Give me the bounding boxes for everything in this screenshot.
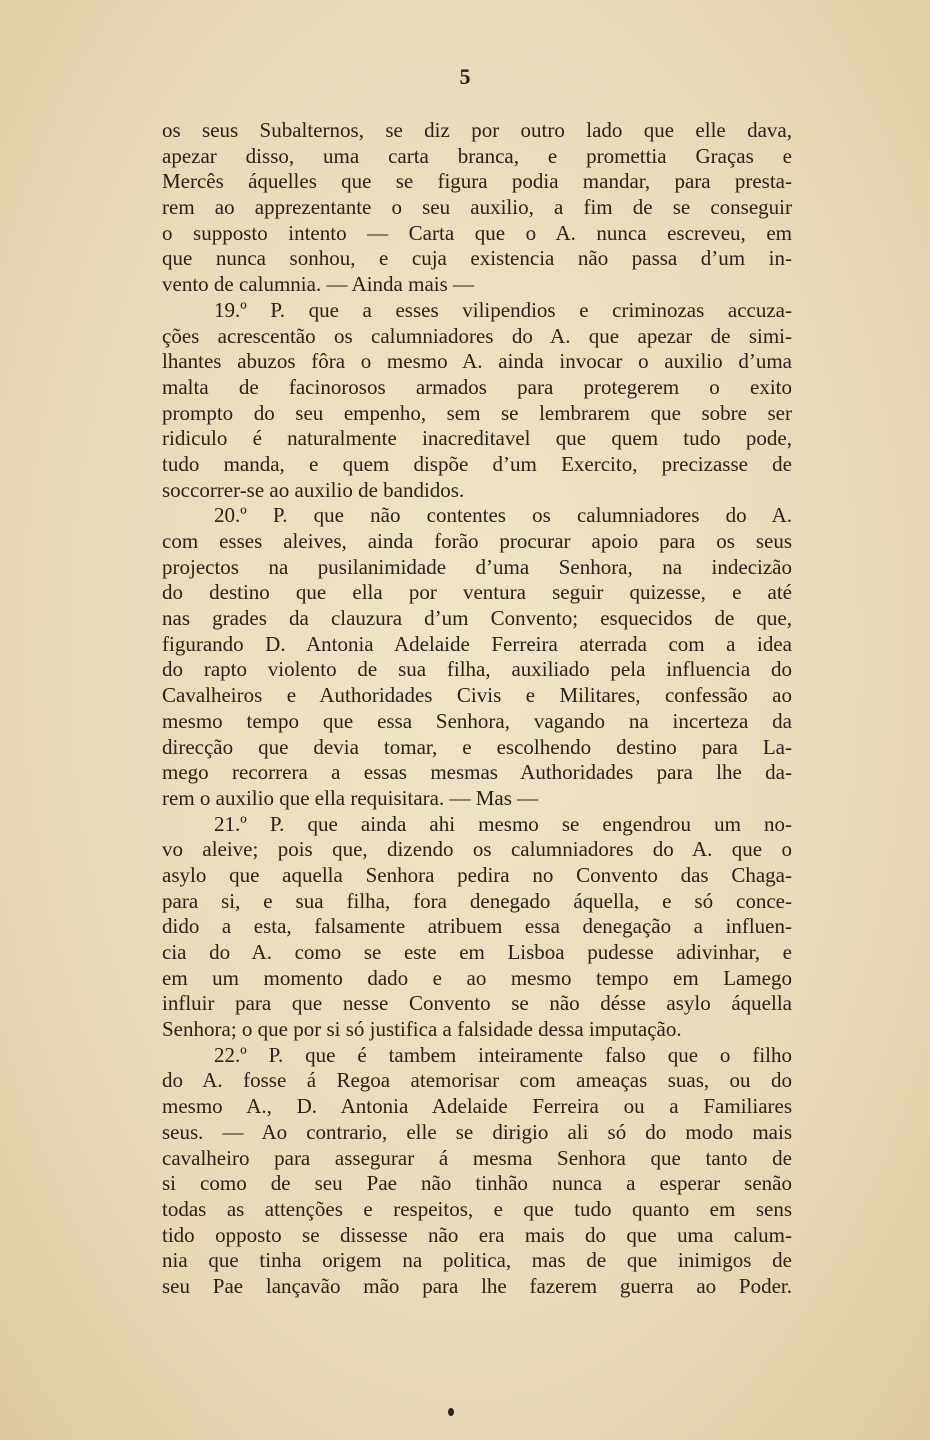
text-line: tudo manda, e quem dispõe d’um Exercito, precizasse de — [162, 451, 792, 476]
text-line: tido opposto se dissesse não era mais do que uma calum- — [162, 1222, 792, 1247]
text-line: do A. fosse á Regoa atemorisar com ameaças suas, ou do — [162, 1068, 792, 1093]
text-line: cavalheiro para assegurar á mesma Senhora que tanto de — [162, 1145, 792, 1170]
text-line: prompto do seu empenho, sem se lembrarem que sobre ser — [162, 400, 792, 425]
text-line: o supposto intento — Carta que o A. nunca escreveu, em — [162, 220, 792, 245]
text-line: si como de seu Pae não tinhão nunca a esperar senão — [162, 1171, 792, 1196]
text-line: do destino que ella por ventura seguir quizesse, e até — [162, 580, 792, 605]
text-line: nas grades da clauzura d’um Convento; esquecidos de que, — [162, 606, 792, 631]
text-line: mesmo A., D. Antonia Adelaide Ferreira ou a Familiares — [162, 1094, 792, 1119]
text-line: dido a esta, falsamente atribuem essa denegação a influen- — [162, 914, 792, 939]
page-number: 5 — [459, 64, 471, 89]
text-line: 19.º P. que a esses vilipendios e criminozas accuza- — [214, 297, 792, 322]
text-line: Cavalheiros e Authoridades Civis e Militares, confessão ao — [162, 683, 792, 708]
text-line: que nunca sonhou, e cuja existencia não passa d’um in- — [162, 246, 792, 271]
text-line: para si, e sua filha, fora denegado áquella, e só conce- — [162, 888, 792, 913]
text-line: Mercês áquelles que se figura podia mandar, para presta- — [162, 169, 792, 194]
text-line: do rapto violento de sua filha, auxiliado pela influencia do — [162, 657, 792, 682]
text-line: apezar disso, uma carta branca, e promettia Graças e — [162, 143, 792, 168]
text-line: 20.º P. que não contentes os calumniadores do A. — [214, 503, 792, 528]
body-text — [162, 118, 792, 1300]
text-line: cia do A. como se este em Lisboa pudesse adivinhar, e — [162, 940, 792, 964]
text-line: ridiculo é naturalmente inacreditavel que quem tudo pode, — [162, 426, 792, 451]
text-line: Senhora; o que por si só justifica a falsidade dessa imputação. — [162, 1017, 682, 1042]
text-line: influir para que nesse Convento se não désse asylo áquella — [162, 991, 792, 1016]
text-line: soccorrer-se ao auxilio de bandidos. — [162, 477, 465, 502]
text-line: os seus Subalternos, se diz por outro lado que elle dava, — [162, 118, 792, 142]
text-line: rem o auxilio que ella requisitara. — Mas — — [162, 785, 539, 810]
text-line: 21.º P. que ainda ahi mesmo se engendrou um no- — [214, 811, 792, 836]
text-line: rem ao apprezentante o seu auxilio, a fim de se conseguir — [162, 195, 792, 220]
text-line: direcção que devia tomar, e escolhendo destino para La- — [162, 734, 792, 759]
ink-dot — [448, 1408, 454, 1416]
text-line: malta de facinorosos armados para protegerem o exito — [162, 374, 792, 399]
text-line: mego recorrera a essas mesmas Authoridades para lhe da- — [162, 760, 792, 785]
text-line: mesmo tempo que essa Senhora, vagando na incerteza da — [162, 708, 792, 733]
text-line: seus. — Ao contrario, elle se dirigio ali só do modo mais — [162, 1119, 792, 1144]
text-line: vo aleive; pois que, dizendo os calumniadores do A. que o — [162, 837, 792, 862]
text-line: todas as attenções e respeitos, e que tudo quanto em sens — [162, 1196, 792, 1221]
text-line: em um momento dado e ao mesmo tempo em Lamego — [162, 965, 792, 990]
text-line: com esses aleives, ainda forão procurar apoio para os seus — [162, 529, 792, 553]
text-line: projectos na pusilanimidade d’uma Senhora, na indecizão — [162, 554, 792, 579]
text-line: ções acrescentão os calumniadores do A. que apezar de simi- — [162, 323, 792, 348]
text-line: asylo que aquella Senhora pedira no Convento das Chaga- — [162, 862, 792, 887]
text-line: 22.º P. que é tambem inteiramente falso que o filho — [214, 1042, 792, 1067]
text-line: figurando D. Antonia Adelaide Ferreira aterrada com a idea — [162, 631, 792, 656]
text-line: lhantes abuzos fôra o mesmo A. ainda invocar o auxilio d’uma — [162, 349, 792, 374]
text-line: vento de calumnia. — Ainda mais — — [162, 272, 475, 297]
text-line: nia que tinha origem na politica, mas de que inimigos de — [162, 1248, 792, 1273]
text-line: seu Pae lançavão mão para lhe fazerem guerra ao Poder. — [162, 1273, 792, 1298]
